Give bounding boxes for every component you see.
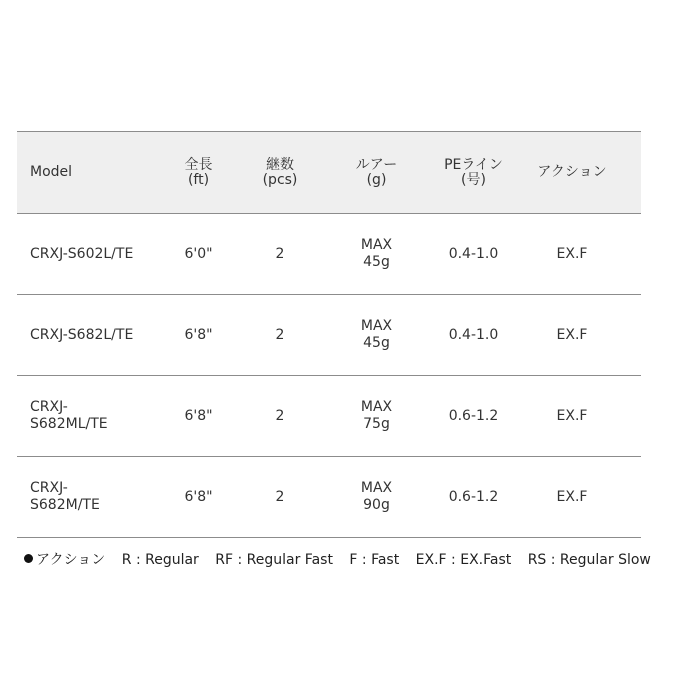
spec-table <box>17 131 641 538</box>
cell-pieces: 2 <box>275 245 285 262</box>
action-legend <box>24 552 651 569</box>
header-model: Model <box>30 164 73 180</box>
cell-pieces: 2 <box>275 326 285 343</box>
cell-lure: MAX 45g <box>360 318 393 351</box>
header-pieces: 継数 (pcs) <box>262 156 298 188</box>
cell-length: 6'8" <box>184 488 213 505</box>
cell-model: CRXJ-S602L/TE <box>30 245 134 262</box>
cell-pieces: 2 <box>275 488 285 505</box>
legend-item: F : Fast <box>349 552 400 568</box>
table-row <box>17 376 641 457</box>
legend-title: アクション <box>36 552 106 568</box>
bullet-icon <box>24 554 33 563</box>
legend-item: R : Regular <box>121 552 199 568</box>
header-pe-line: PEライン (号) <box>444 156 503 188</box>
cell-pe-line: 0.4-1.0 <box>448 326 499 343</box>
table-row <box>17 295 641 376</box>
cell-model: CRXJ- S682ML/TE <box>30 399 108 432</box>
cell-action: EX.F <box>556 245 588 262</box>
cell-length: 6'0" <box>184 245 213 262</box>
header-length: 全長 (ft) <box>184 156 213 188</box>
table-row <box>17 457 641 538</box>
legend-item: RF : Regular Fast <box>215 552 333 568</box>
legend-item: RS : Regular Slow <box>527 552 651 568</box>
cell-pe-line: 0.6-1.2 <box>448 488 499 505</box>
cell-model: CRXJ- S682M/TE <box>30 480 100 513</box>
cell-lure: MAX 90g <box>360 480 393 513</box>
legend-item: EX.F : EX.Fast <box>415 552 512 568</box>
cell-lure: MAX 75g <box>360 399 393 432</box>
cell-action: EX.F <box>556 488 588 505</box>
cell-pe-line: 0.4-1.0 <box>448 245 499 262</box>
cell-pieces: 2 <box>275 407 285 424</box>
cell-action: EX.F <box>556 326 588 343</box>
table-row <box>17 214 641 295</box>
header-action: アクション <box>537 164 607 180</box>
cell-pe-line: 0.6-1.2 <box>448 407 499 424</box>
cell-length: 6'8" <box>184 326 213 343</box>
header-lure: ルアー (g) <box>355 156 398 188</box>
cell-model: CRXJ-S682L/TE <box>30 326 134 343</box>
cell-length: 6'8" <box>184 407 213 424</box>
cell-lure: MAX 45g <box>360 237 393 270</box>
cell-action: EX.F <box>556 407 588 424</box>
table-header-row <box>17 132 641 214</box>
